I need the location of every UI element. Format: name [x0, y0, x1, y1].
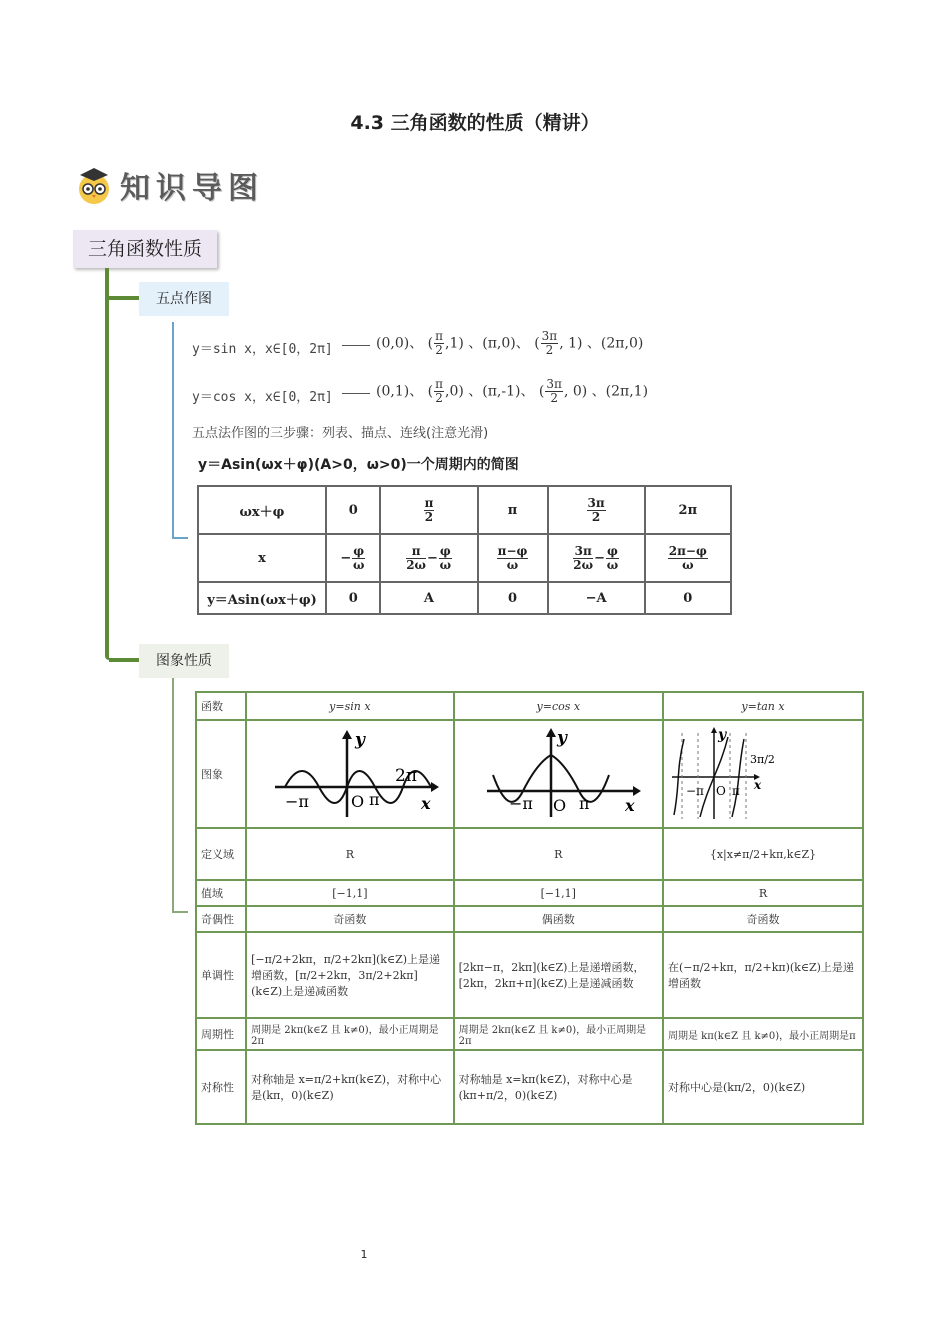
graph-label: y: [354, 729, 365, 750]
cos-graph: [463, 725, 653, 821]
graph-label: 2π: [394, 765, 417, 786]
branch1-connector: [109, 296, 139, 300]
row-label: 单调性: [196, 932, 246, 1018]
table-row: [196, 880, 863, 906]
graph-label: O: [350, 791, 364, 811]
table-cell: 周期是 2kπ(k∈Z 且 k≠0)，最小正周期是 2π: [454, 1018, 663, 1050]
graph-label: −π: [686, 783, 704, 798]
cos-points: (0,1)、 ( $\frac{\pi}{2}$ ,0) 、(π,-1)、 ( $\frac{3\pi}{2}$ , 0) 、(2π,1): [376, 377, 649, 405]
graph-label: x: [420, 793, 431, 813]
table-row: [196, 932, 863, 1018]
table-row: [198, 534, 731, 582]
table-row: [196, 1018, 863, 1050]
table-cell: 0: [326, 582, 380, 614]
sin-points: (0,0)、 ( $\frac{\pi}{2}$ ,1) 、(π,0)、 ( $\frac{3\pi}{2}$ , 1) 、(2π,0): [376, 329, 644, 357]
mindmap-root: 三角函数性质: [73, 230, 217, 268]
graph-label: −π: [284, 791, 309, 811]
table-cell: 周期是 kπ(k∈Z 且 k≠0)，最小正周期是π: [663, 1018, 863, 1050]
table-cell: 对称中心是(kπ/2，0)(k∈Z): [663, 1050, 863, 1124]
row-label: 定义域: [196, 828, 246, 880]
table-row: [198, 486, 731, 534]
graph-label: y: [718, 726, 727, 743]
cos-dash: [342, 393, 370, 394]
table-row: [196, 692, 863, 720]
page-title: 4.3 三角函数的性质（精讲）: [350, 112, 600, 134]
cos-formula: y＝cos x，x∈[0，2π]: [192, 390, 333, 405]
graph-label: y: [557, 727, 568, 748]
table-cell: $\frac{3\pi}{2}$: [548, 486, 645, 534]
branch2-line: [172, 678, 174, 912]
table-row: [196, 906, 863, 932]
graph-label: π: [732, 783, 740, 798]
table-cell: 奇函数: [246, 906, 454, 932]
page-number: 1: [360, 1248, 368, 1261]
table-header: y=sin x: [246, 692, 454, 720]
graph-label: π: [579, 793, 590, 813]
table-cell: 偶函数: [454, 906, 663, 932]
table-cell: y＝Asin(ωx＋φ): [198, 582, 326, 614]
table-cell: 周期是 2kπ(k∈Z 且 k≠0)，最小正周期是 2π: [246, 1018, 454, 1050]
table-cell: 在(−π/2+kπ，π/2+kπ)(k∈Z)上是递增函数: [663, 932, 863, 1018]
cos-graph-cell: [454, 720, 663, 828]
table-cell: 对称轴是 x=π/2+kπ(k∈Z)，对称中心是(kπ，0)(k∈Z): [246, 1050, 454, 1124]
row-label: 图象: [196, 720, 246, 828]
table-cell: $\frac{\pi}{2\omega}$ − $\frac{\varphi}{\omega}$: [380, 534, 477, 582]
graph-properties-table: [195, 691, 864, 1125]
table-cell: x: [198, 534, 326, 582]
table-caption: y＝Asin(ωx＋φ)(A>0，ω>0)一个周期内的简图: [198, 457, 519, 473]
table-header: y=cos x: [454, 692, 663, 720]
banner-title: 知识导图: [120, 171, 264, 206]
sin-formula: y＝sin x，x∈[0，2π]: [192, 342, 333, 357]
mindmap-trunk: [105, 268, 109, 660]
knowledge-map-banner: [76, 160, 264, 210]
table-cell: $\frac{\pi-\varphi}{\omega}$: [478, 534, 548, 582]
five-point-steps: 五点法作图的三步骤：列表、描点、连线(注意光滑): [192, 426, 489, 441]
tan-graph-cell: [663, 720, 863, 828]
table-cell: $\frac{3\pi}{2\omega}$ − $\frac{\varphi}{\omega}$: [548, 534, 645, 582]
table-cell: R: [454, 828, 663, 880]
graph-label: 3π/2: [750, 752, 775, 766]
table-cell: [−π/2+2kπ，π/2+2kπ](k∈Z)上是递增函数，[π/2+2kπ，3π/2+2kπ](k∈Z)上是递减函数: [246, 932, 454, 1018]
table-cell: $\frac{2\pi-\varphi}{\omega}$: [645, 534, 731, 582]
table-cell: 奇函数: [663, 906, 863, 932]
graph-label: x: [625, 795, 635, 815]
branch2-label: 图象性质: [139, 644, 229, 678]
table-header: y=tan x: [663, 692, 863, 720]
table-row: [196, 720, 863, 828]
graph-label: O: [553, 795, 567, 815]
table-cell: 2π: [645, 486, 731, 534]
row-label: 奇偶性: [196, 906, 246, 932]
branch1-tick: [172, 537, 188, 539]
table-cell: ωx＋φ: [198, 486, 326, 534]
table-cell: R: [246, 828, 454, 880]
tan-graph: [668, 725, 858, 821]
sin-dash: [342, 345, 370, 346]
graph-label: x: [754, 777, 762, 792]
table-cell: A: [380, 582, 477, 614]
row-label: 对称性: [196, 1050, 246, 1124]
branch2-tick: [172, 911, 188, 913]
branch1-line: [172, 322, 174, 538]
graph-label: π: [368, 789, 380, 809]
table-cell: −A: [548, 582, 645, 614]
graph-label: O: [716, 783, 726, 798]
sin-graph: [255, 725, 445, 821]
branch2-connector: [109, 658, 139, 662]
table-cell: 对称轴是 x=kπ(k∈Z)，对称中心是(kπ+π/2，0)(k∈Z): [454, 1050, 663, 1124]
table-header: 函数: [196, 692, 246, 720]
table-cell: [−1,1]: [454, 880, 663, 906]
table-cell: 0: [478, 582, 548, 614]
owl-scholar-icon: [76, 165, 112, 205]
table-cell: [2kπ−π，2kπ](k∈Z)上是递增函数，[2kπ，2kπ+π](k∈Z)上是递减函数: [454, 932, 663, 1018]
table-cell: {x|x≠π/2+kπ,k∈Z}: [663, 828, 863, 880]
row-label: 值域: [196, 880, 246, 906]
table-cell: R: [663, 880, 863, 906]
table-cell: [−1,1]: [246, 880, 454, 906]
row-label: 周期性: [196, 1018, 246, 1050]
table-cell: 0: [645, 582, 731, 614]
table-row: [198, 582, 731, 614]
branch1-label: 五点作图: [139, 282, 229, 316]
table-cell: π: [478, 486, 548, 534]
graph-label: −π: [509, 793, 534, 813]
table-row: [196, 828, 863, 880]
sin-graph-cell: [246, 720, 454, 828]
five-point-table: [197, 485, 732, 615]
table-cell: 0: [326, 486, 380, 534]
table-row: [196, 1050, 863, 1124]
table-cell: $\frac{\pi}{2}$: [380, 486, 477, 534]
table-cell: − $\frac{\varphi}{\omega}$: [326, 534, 380, 582]
